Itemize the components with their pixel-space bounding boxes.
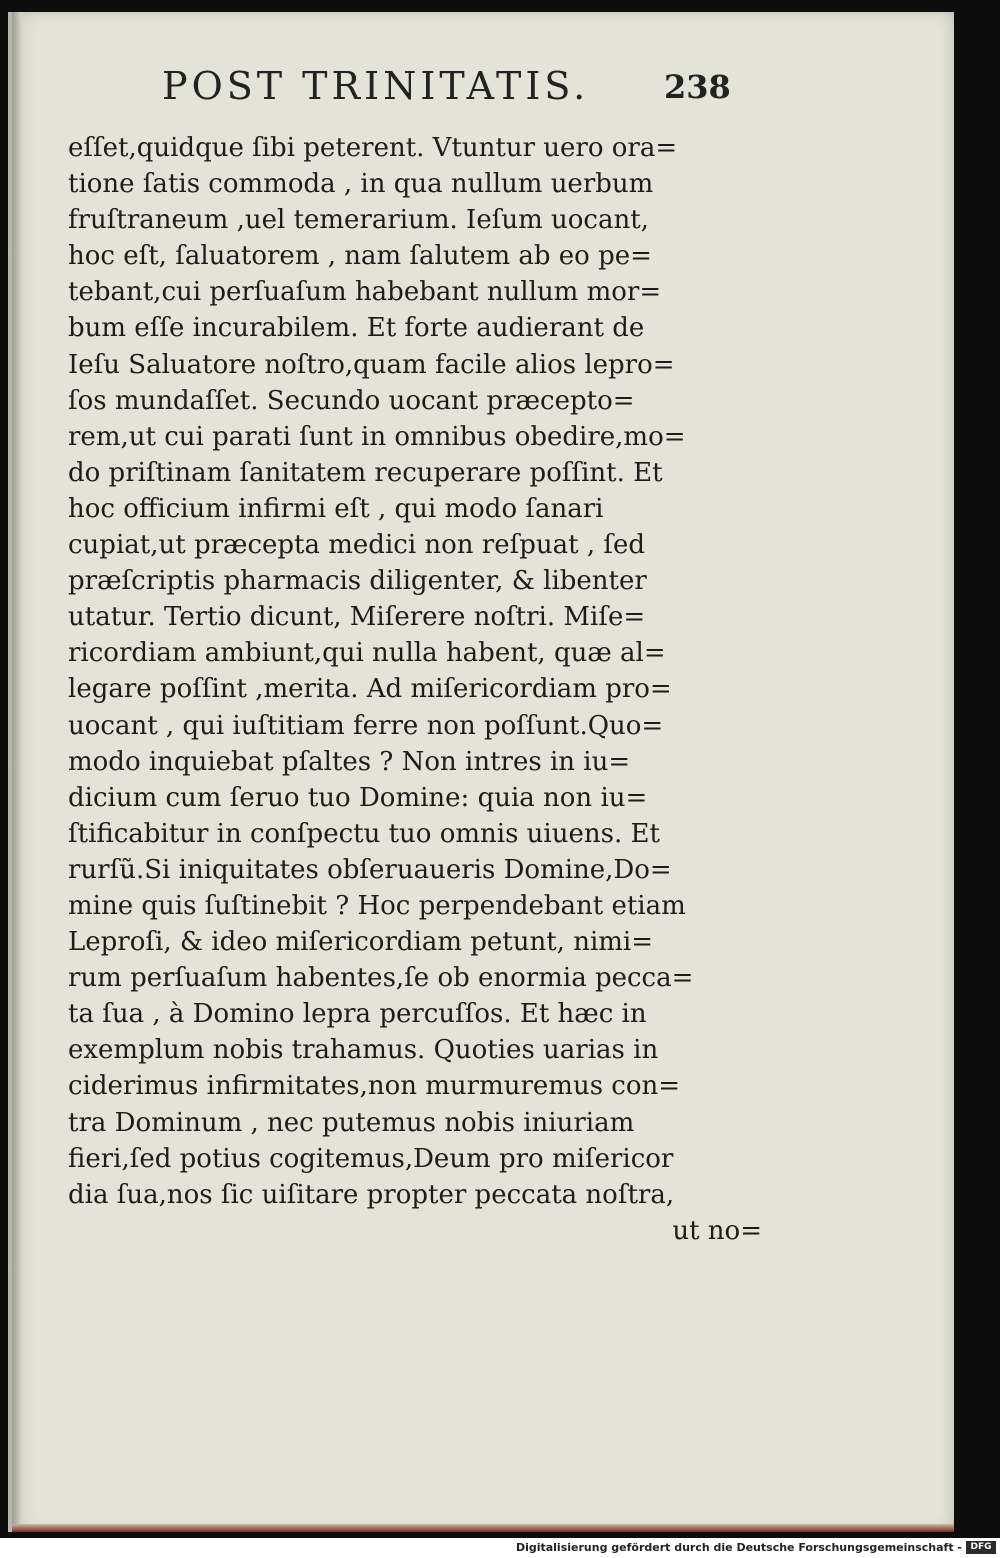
text-line: ſtificabitur in conſpectu tuo omnis uiuens. Et [68,818,660,849]
text-line: hoc officium infirmi eſt , qui modo ſanari [68,493,604,524]
text-line: tione ſatis commoda , in qua nullum uerbum [68,169,654,200]
digitization-footer [0,1538,1000,1558]
text-line: Leproſi, & ideo miſericordiam petunt, nimi= [68,927,654,958]
page-gutter [12,12,22,1532]
text-line: tra Dominum , nec putemus nobis iniuriam [68,1107,635,1138]
text-line: ricordiam ambiunt,qui nulla habent, quæ al= [68,638,666,669]
page-number: 238 [664,68,731,106]
text-line: præſcriptis pharmacis diligenter, & libenter [68,566,647,597]
text-line: legare poſſint ,merita. Ad miſericordiam pro= [68,674,672,705]
text-line: dia ſua,nos ſic uiſitare propter peccata noſtra, [68,1179,675,1210]
text-line: hoc eſt, ſaluatorem , nam ſalutem ab eo pe= [68,241,652,272]
text-line: rurſũ.Si iniquitates obſeruaueris Domine,Do= [68,854,672,885]
text-line: exemplum nobis trahamus. Quoties uarias in [68,1035,659,1066]
dfg-logo-icon: DFG [966,1541,996,1554]
text-line: fieri,ſed potius cogitemus,Deum pro miſericor [68,1143,674,1174]
text-line: dicium cum ſeruo tuo Domine: quia non iu= [68,782,648,813]
text-line: modo inquiebat pſaltes ? Non intres in iu= [68,746,631,777]
text-line: rem,ut cui parati ſunt in omnibus obedire,mo= [68,421,686,452]
funding-credit: Digitalisierung gefördert durch die Deutsche Forschungsgemeinschaft - [515,1541,962,1554]
text-line: mine quis ſuſtinebit ? Hoc perpendebant etiam [68,890,686,921]
text-line: bum eſſe incurabilem. Et forte audierant de [68,313,645,344]
body-text [68,130,768,1249]
text-line: ciderimus infirmitates,non murmuremus con= [68,1071,681,1102]
text-line: fruſtraneum ,uel temerarium. Ieſum uocant, [68,205,649,236]
running-head [162,64,742,124]
text-line: utatur. Tertio dicunt, Miſerere noſtri. Miſe= [68,602,646,633]
text-line: Ieſu Saluatore noſtro,quam facile alios lepro= [68,349,675,380]
text-line: tebant,cui perſuaſum habebant nullum mor= [68,277,662,308]
text-line: do priſtinam ſanitatem recuperare poſſint. Et [68,457,663,488]
catchword: ut no= [672,1215,762,1246]
text-line: ſos mundaſſet. Secundo uocant præcepto= [68,385,635,416]
running-head-title: POST TRINITATIS. [162,64,590,108]
text-line: rum perſuaſum habentes,ſe ob enormia pecca= [68,963,694,994]
text-line: eſſet,quidque ſibi peterent. Vtuntur uero ora= [68,133,678,163]
page-bottom-edge [12,1524,954,1532]
text-line: ta ſua , à Domino lepra percuſſos. Et hæc in [68,999,647,1030]
book-page [8,12,954,1532]
text-line: cupiat,ut præcepta medici non reſpuat , ſed [68,530,646,561]
text-line: uocant , qui iuſtitiam ferre non poſſunt.Quo= [68,710,664,741]
